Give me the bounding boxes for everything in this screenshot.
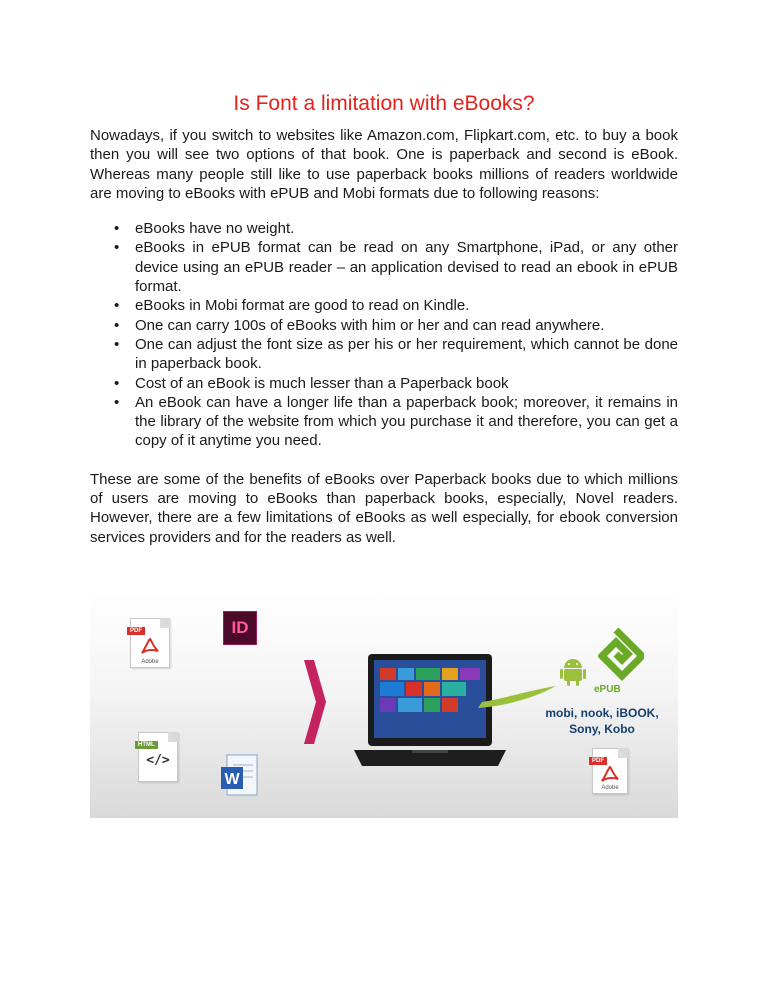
list-item: • One can carry 100s of eBooks with him or her and can read anywhere. bbox=[114, 316, 605, 334]
list-item: • An eBook can have a longer life than a paperback book; moreover, it remains in the library of the website from which you purchase it and therefore, you can get a copy of it anytime you need. bbox=[114, 393, 678, 450]
page-title: Is Font a limitation with eBooks? bbox=[233, 92, 535, 115]
formats-text: mobi, nook, iBOOK, Sony, Kobo bbox=[545, 706, 659, 736]
reasons-list bbox=[90, 219, 678, 451]
bullet-icon: • bbox=[114, 220, 120, 238]
closing-paragraph: These are some of the benefits of eBooks over Paperback books due to which millions of users are moving to eBooks than paperback books, especially, Novel readers. However, there are a few limitations of eBooks as well especially, for ebook conversion services providers and for the readers as well. bbox=[90, 470, 678, 546]
adobe-logo-icon bbox=[140, 637, 160, 655]
bullet-icon: • bbox=[114, 374, 120, 392]
intro-paragraph: Nowadays, if you switch to websites like Amazon.com, Flipkart.com, etc. to buy a book then you will see two options of that book. One is paperback and second is eBook. Whereas many people still like to use paperback books millions of readers worldwide are moving to eBooks with ePUB and Mobi formats due to following reasons: bbox=[90, 127, 678, 202]
epub-label: ePUB bbox=[594, 684, 621, 695]
pdf-file-icon: PDF Adobe bbox=[130, 618, 170, 668]
list-item: • eBooks in ePUB format can be read on any Smartphone, iPad, or any other device using an ePUB reader – an application devised to read an ebook in ePUB format. bbox=[114, 239, 678, 296]
list-item: • Cost of an eBook is much lesser than a Paperback book bbox=[114, 374, 509, 392]
list-item: • One can adjust the font size as per his or her requirement, which cannot be done in paperback book. bbox=[114, 335, 678, 373]
adobe-logo-icon bbox=[600, 765, 620, 783]
android-icon bbox=[560, 656, 586, 686]
word-document-icon bbox=[221, 753, 261, 799]
html-file-icon: HTML </> bbox=[138, 732, 178, 782]
code-glyph: </> bbox=[146, 753, 170, 768]
list-item: • eBooks have no weight. bbox=[114, 220, 295, 238]
bullet-icon: • bbox=[114, 393, 120, 411]
bullet-icon: • bbox=[114, 316, 120, 334]
list-item: • eBooks in Mobi format are good to read on Kindle. bbox=[114, 297, 470, 315]
svg-text:W: W bbox=[224, 771, 240, 788]
epub-logo-icon bbox=[598, 628, 644, 682]
document-page bbox=[90, 90, 678, 547]
pdf-file-icon-right: PDF Adobe bbox=[592, 748, 628, 794]
bullet-icon: • bbox=[114, 335, 120, 353]
ebook-formats-banner bbox=[90, 592, 678, 818]
bullet-icon: • bbox=[114, 297, 120, 315]
indesign-icon: ID bbox=[223, 611, 257, 645]
chevron-right-icon bbox=[304, 660, 326, 744]
bullet-icon: • bbox=[114, 239, 120, 257]
